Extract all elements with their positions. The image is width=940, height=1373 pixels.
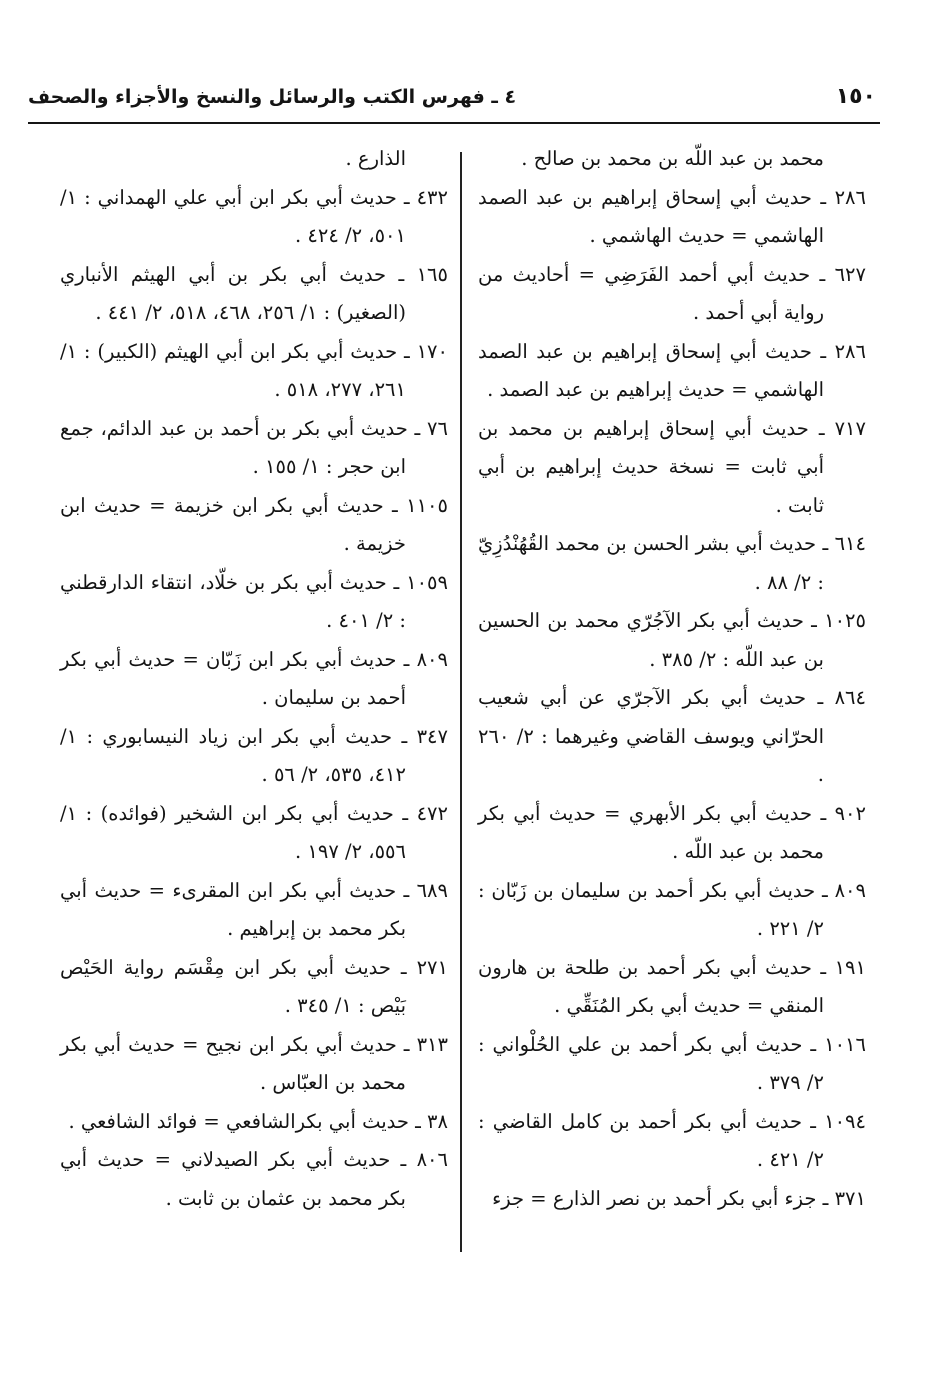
column-divider [460, 152, 462, 1252]
index-entry: ١٧٠ ـ حديث أبي بكر ابن أبي الهيثم (الكبير) : ١/ ٢٦١، ٢٧٧، ٥١٨ . [60, 339, 448, 401]
index-entry: ٢٨٦ ـ حديث أبي إسحاق إبراهيم بن عبد الصمد الهاشمي = حديث إبراهيم بن عبد الصمد . [478, 339, 866, 401]
index-entry: ١٠١٦ ـ حديث أبي بكر أحمد بن علي الحُلْواني : ٢/ ٣٧٩ . [478, 1032, 866, 1094]
index-entry: ٤٣٢ ـ حديث أبي بكر ابن أبي علي الهمداني : ١/ ٥٠١، ٢/ ٤٢٤ . [60, 185, 448, 247]
index-entry: ٨٠٦ ـ حديث أبي بكر الصيدلاني = حديث أبي بكر محمد بن عثمان بن ثابت . [60, 1148, 448, 1210]
index-entry: ١٠٥٩ ـ حديث أبي بكر بن خلّاد، انتقاء الدارقطني : ٢/ ٤٠١ . [60, 570, 448, 632]
index-entry: ١٠٢٥ ـ حديث أبي بكر الآجُرّي محمد بن الحسين بن عبد اللّه : ٢/ ٣٨٥ . [478, 609, 866, 671]
index-entry: ١٦٥ ـ حديث أبي بكر بن أبي الهيثم الأنباري (الصغير) : ١/ ٢٥٦، ٤٦٨، ٥١٨، ٢/ ٤٤١ . [60, 262, 448, 324]
index-entry: ٤٧٢ ـ حديث أبي بكر ابن الشخير (فوائده) : ١/ ٥٥٦، ٢/ ١٩٧ . [60, 801, 448, 863]
page-header [28, 80, 880, 124]
index-entry: ١٠٩٤ ـ حديث أبي بكر أحمد بن كامل القاضي : ٢/ ٤٢١ . [478, 1109, 866, 1171]
index-entry: ٨٠٩ ـ حديث أبي بكر ابن زَبّان = حديث أبي بكر أحمد بن سليمان . [60, 647, 448, 709]
index-entry: ٩٠٢ ـ حديث أبي بكر الأبهري = حديث أبي بكر محمد بن عبد اللّه . [478, 801, 866, 863]
index-entry: ٣١٣ ـ حديث أبي بكر ابن نجيح = حديث أبي بكر محمد بن العبّاس . [60, 1032, 448, 1094]
index-entry: ٣٤٧ ـ حديث أبي بكر ابن زياد النيسابوري : ١/ ٤١٢، ٥٣٥، ٢/ ٥٦ . [60, 724, 448, 786]
left-column [60, 140, 448, 1260]
index-entry: ٨٦٤ ـ حديث أبي بكر الآجرّي عن أبي شعيب الحرّاني ويوسف القاضي وغيرهما : ٢/ ٢٦٠ . [478, 686, 866, 786]
running-title: ٤ ـ فهرس الكتب والرسائل والنسخ والأجزاء والصحف [28, 86, 517, 108]
index-entry: ٢٨٦ ـ حديث أبي إسحاق إبراهيم بن عبد الصمد الهاشمي = حديث الهاشمي . [478, 185, 866, 247]
index-entry: ٨٠٩ ـ حديث أبي بكر أحمد بن سليمان بن زَبّان : ٢/ ٢٢١ . [478, 878, 866, 940]
index-entry: ٧١٧ ـ حديث أبي إسحاق إبراهيم بن محمد بن أبي ثابت = نسخة حديث إبراهيم بن أبي ثابت . [478, 416, 866, 517]
right-column [478, 140, 866, 1260]
index-entry: محمد بن عبد اللّه بن محمد بن صالح . [521, 147, 824, 170]
index-entry: ١٩١ ـ حديث أبي بكر أحمد بن طلحة بن هارون المنقي = حديث أبي بكر المُنَقِّي . [478, 955, 866, 1017]
index-entry: ٦١٤ ـ حديث أبي بشر الحسن بن محمد القُهُنْدُزِيّ : ٢/ ٨٨ . [478, 532, 866, 594]
index-entry: ٢٧١ ـ حديث أبي بكر ابن مِقْسَم رواية الحَيْص بَيْص : ١/ ٣٤٥ . [60, 955, 448, 1017]
page-number: ١٥٠ [835, 84, 876, 109]
index-entry: ٦٨٩ ـ حديث أبي بكر ابن المقرىء = حديث أبي بكر محمد بن إبراهيم . [60, 878, 448, 940]
index-entry: ١١٠٥ ـ حديث أبي بكر ابن خزيمة = حديث ابن خزيمة . [60, 493, 448, 555]
index-entry: ٣٧١ ـ جزء أبي بكر أحمد بن نصر الذارع = جزء [492, 1186, 866, 1210]
index-entry: ٧٦ ـ حديث أبي بكر بن أحمد بن عبد الدائم، جمع ابن حجر : ١/ ١٥٥ . [60, 416, 448, 478]
index-entry: الذارع . [345, 147, 406, 170]
index-entry: ٦٢٧ ـ حديث أبي أحمد الفَرَضِي = أحاديث من رواية أبي أحمد . [478, 262, 866, 324]
index-entry: ٣٨ ـ حديث أبي بكرالشافعي = فوائد الشافعي . [68, 1109, 448, 1133]
